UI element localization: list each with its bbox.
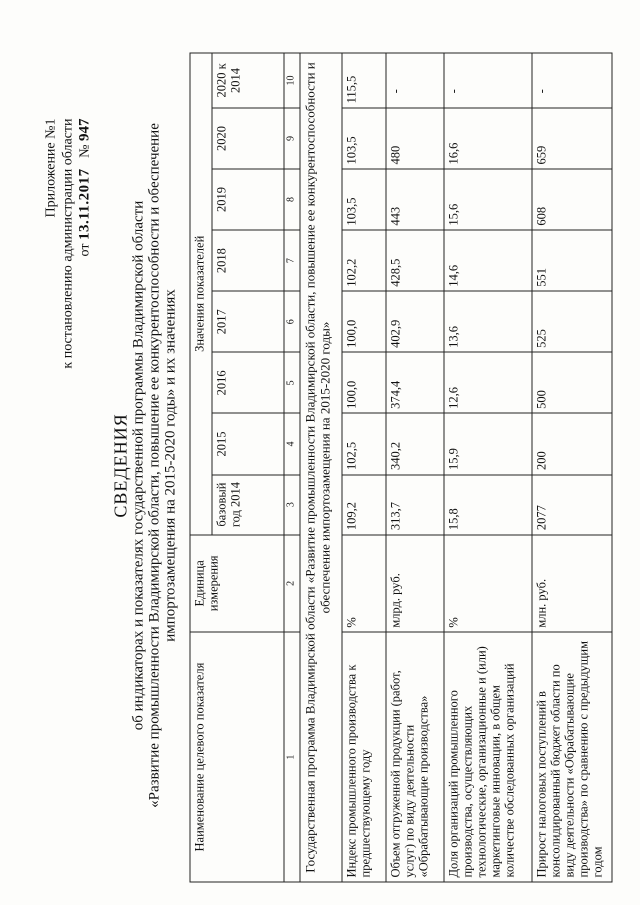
annex-decree-line: к постановлению администрации области <box>60 118 75 369</box>
value-cell: - <box>386 53 444 108</box>
col-number: 10 <box>284 53 300 108</box>
col-number: 1 <box>284 632 300 882</box>
table-row <box>532 53 612 882</box>
value-cell: 2077 <box>532 474 612 534</box>
value-cell: - <box>444 53 532 108</box>
value-cell: 200 <box>532 413 612 474</box>
col-number: 8 <box>284 168 300 229</box>
heading-line-3: импортозамещения на 2015-2020 годы» и их значениях <box>162 288 178 642</box>
indicator-name: Индекс промышленного производства к предшествующему году <box>342 632 386 882</box>
value-cell: - <box>532 53 612 108</box>
indicator-unit: млн. руб. <box>532 534 612 632</box>
value-cell: 103,5 <box>342 107 386 168</box>
value-cell: 13,6 <box>444 291 532 352</box>
value-cell: 15,9 <box>444 413 532 474</box>
indicators-table <box>189 52 612 882</box>
heading-line-1: об индикаторах и показателях государственной программы Владимирской области <box>130 200 146 730</box>
col-number: 3 <box>284 474 300 534</box>
value-cell: 103,5 <box>342 168 386 229</box>
annex-date-line <box>76 118 93 368</box>
indicator-unit: % <box>444 534 532 632</box>
col-number: 9 <box>284 107 300 168</box>
col-number: 5 <box>284 352 300 413</box>
annex-number-sign: № <box>77 144 92 158</box>
header-year-2015: 2015 <box>212 413 284 474</box>
value-cell: 100,0 <box>342 291 386 352</box>
value-cell: 15,6 <box>444 168 532 229</box>
col-number: 6 <box>284 291 300 352</box>
table-row <box>342 53 386 882</box>
header-year-base: базовый год 2014 <box>212 474 284 534</box>
annex-date: 13.11.2017 <box>76 167 92 240</box>
header-year-2016: 2016 <box>212 352 284 413</box>
value-cell: 428,5 <box>386 230 444 291</box>
value-cell: 659 <box>532 107 612 168</box>
annex-title: Приложение №1 <box>43 118 58 217</box>
value-cell: 102,5 <box>342 413 386 474</box>
value-cell: 402,9 <box>386 291 444 352</box>
value-cell: 551 <box>532 230 612 291</box>
value-cell: 340,2 <box>386 413 444 474</box>
header-values-group: Значения показателей <box>190 53 212 535</box>
document-title: СВЕДЕНИЯ <box>110 412 130 518</box>
header-year-2020: 2020 <box>212 107 284 168</box>
header-indicator-name: Наименование целевого показателя <box>190 632 284 882</box>
col-number: 4 <box>284 413 300 474</box>
annex-number: 947 <box>76 118 92 141</box>
value-cell: 313,7 <box>386 474 444 534</box>
document-heading <box>112 105 178 825</box>
value-cell: 525 <box>532 291 612 352</box>
value-cell: 608 <box>532 168 612 229</box>
header-year-2017: 2017 <box>212 291 284 352</box>
value-cell: 500 <box>532 352 612 413</box>
col-number: 2 <box>284 534 300 632</box>
value-cell: 14,6 <box>444 230 532 291</box>
header-unit: Единица измерения <box>190 534 284 632</box>
column-numbers-row <box>284 53 300 882</box>
program-title-row: Государственная программа Владимирской области «Развитие промышленности Владимирской области, повышение ее конкурентоспособности и обеспечение импортозамещения на 2015-2020 годы» <box>300 53 342 882</box>
header-year-2018: 2018 <box>212 230 284 291</box>
value-cell: 480 <box>386 107 444 168</box>
header-year-2019: 2019 <box>212 168 284 229</box>
annex-from: от <box>77 243 92 256</box>
indicator-name: Прирост налоговых поступлений в консолидированный бюджет области по виду деятельности «Обрабатывающие производства» по сравнению с предыдущим годом <box>532 632 612 882</box>
value-cell: 443 <box>386 168 444 229</box>
value-cell: 15,8 <box>444 474 532 534</box>
value-cell: 16,6 <box>444 107 532 168</box>
value-cell: 102,2 <box>342 230 386 291</box>
value-cell: 109,2 <box>342 474 386 534</box>
table-row <box>386 53 444 882</box>
indicator-name: Доля организаций промышленного производства, осуществляющих технологические, организационные и (или) маркетинговые инновации, в общем количестве обследованных организаций <box>444 632 532 882</box>
value-cell: 12,6 <box>444 352 532 413</box>
table-row <box>444 53 532 882</box>
annex-header <box>42 118 93 368</box>
indicator-name: Объем отгруженной продукции (работ, услуг) по виду деятельности «Обрабатывающие производства» <box>386 632 444 882</box>
indicator-unit: млрд. руб. <box>386 534 444 632</box>
value-cell: 115,5 <box>342 53 386 108</box>
indicator-unit: % <box>342 534 386 632</box>
value-cell: 100,0 <box>342 352 386 413</box>
header-2020-vs-2014: 2020 к 2014 <box>212 53 284 108</box>
col-number: 7 <box>284 230 300 291</box>
value-cell: 374,4 <box>386 352 444 413</box>
heading-line-2: «Развитие промышленности Владимирской области, повышение ее конкурентоспособности и обеспечение <box>146 122 162 808</box>
